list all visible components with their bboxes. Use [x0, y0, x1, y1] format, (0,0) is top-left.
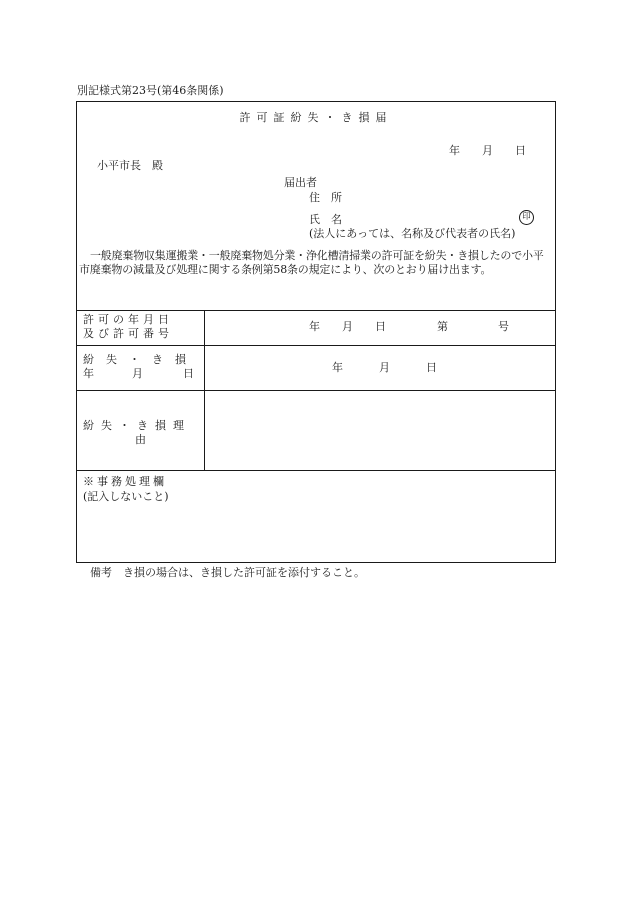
loss-reason-field[interactable] [208, 393, 551, 467]
permit-number-field[interactable]: 第 号 [437, 320, 509, 333]
remarks: 備考 き損の場合は、き損した許可証を添付すること。 [90, 566, 365, 579]
day-label: 日 [515, 144, 526, 157]
permit-number-label: 及び許可番号 [83, 327, 173, 340]
month-label: 月 [482, 144, 493, 157]
submission-date [449, 144, 526, 158]
loss-date-label-units: 年 月 日 [83, 367, 194, 380]
notification-form [76, 101, 556, 563]
row-divider [77, 345, 555, 346]
notifier-label: 届出者 [284, 176, 317, 189]
name-label: 氏 名 [309, 213, 342, 226]
address-label: 住 所 [309, 191, 342, 204]
loss-date-label: 紛失・き損 [83, 353, 198, 366]
loss-reason-label: 紛失・き損理 [83, 419, 191, 432]
office-use-heading: ※事務処理欄 [83, 475, 167, 488]
table-top-line [77, 310, 555, 311]
body-text: 一般廃棄物収集運搬業・一般廃棄物処分業・浄化槽清掃業の許可証を紛失・き損したので小平市廃棄物の減量及び処理に関する条例第58条の規定により、次のとおり届け出ます。 [79, 249, 544, 277]
form-title: 許可証紛失・き損届 [239, 111, 393, 124]
seal-mark: 印 [519, 210, 534, 225]
addressee: 小平市長 殿 [97, 159, 163, 172]
office-use-note: (記入しないこと) [83, 490, 169, 503]
loss-reason-label-end: 由 [135, 433, 150, 446]
permit-date-field[interactable]: 年 月 日 [309, 320, 386, 333]
form-number-label: 別記様式第23号(第46条関係) [77, 84, 224, 97]
loss-date-field[interactable]: 年 月 日 [332, 361, 437, 374]
year-label: 年 [449, 144, 460, 157]
permit-date-label: 許可の年月日 [83, 313, 173, 326]
corporation-note: (法人にあっては、名称及び代表者の氏名) [309, 227, 516, 240]
table-bottom-line [77, 470, 555, 471]
row-divider [77, 390, 555, 391]
column-divider [204, 310, 205, 470]
